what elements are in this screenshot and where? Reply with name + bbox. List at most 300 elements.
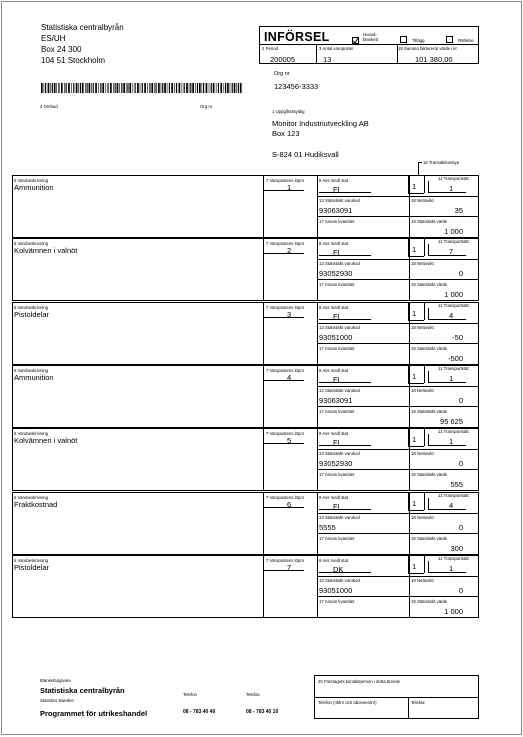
underline: [319, 192, 371, 193]
item-nettovikt[interactable]: 0: [458, 585, 463, 595]
varupost-label: 7 Varupostens löpnr: [266, 178, 305, 183]
item-transaktionstyp[interactable]: 1: [412, 245, 417, 255]
annan-kvantitet-label: 17 Annan kvantitet: [319, 345, 355, 351]
item-description[interactable]: Kolvämnen i valnöt: [14, 436, 78, 446]
barcode-bar: [119, 83, 120, 93]
barcode-bar: [76, 83, 78, 93]
barcode-bar: [89, 83, 91, 93]
avs-land-label: 8 Avs medl stat: [319, 241, 349, 247]
item-nettovikt[interactable]: 0: [458, 269, 463, 279]
barcode-bar: [158, 83, 160, 93]
divider: [408, 256, 424, 257]
annan-kvantitet-label: 17 Annan kvantitet: [319, 598, 355, 604]
divider: [263, 239, 264, 300]
annan-kvantitet-label: 17 Annan kvantitet: [319, 282, 355, 288]
divider: [424, 239, 425, 256]
transportsatt-label: 11 Transportsätt: [438, 492, 469, 498]
orgnr-value[interactable]: 123456-3333: [274, 82, 319, 91]
divider: [263, 429, 264, 490]
item-transaktionstyp[interactable]: 1: [412, 182, 417, 191]
varukod-label: 13 Statistiskt varukod: [319, 577, 360, 583]
avs-land-label: 8 Avs medl stat: [319, 431, 349, 437]
statistiskt-varde-label: 19 Statistiskt värde: [411, 598, 448, 604]
barcode-bar: [52, 83, 53, 93]
item-varukod[interactable]: 93052930: [319, 459, 353, 469]
barcode-bar: [218, 83, 219, 93]
divider: [424, 303, 425, 320]
summa-label: 18 Summa fakturerat värde i kr: [398, 46, 457, 51]
footer-telefax-value: 08 - 783 40 10: [246, 709, 279, 715]
divider: [424, 176, 425, 193]
barcode-bar: [127, 83, 128, 93]
statistiskt-varde-label: 19 Statistiskt värde: [411, 345, 448, 351]
underline: [264, 190, 304, 191]
footer-scb-en: Statistics Sweden: [40, 698, 74, 703]
barcode-bar: [85, 83, 86, 93]
item-varukod[interactable]: 93063091: [319, 206, 353, 215]
barcode-bar: [156, 83, 157, 93]
divider: [424, 493, 425, 510]
varupost-label: 7 Varupostens löpnr: [266, 304, 305, 310]
item-country[interactable]: FI: [333, 501, 340, 511]
item-transaktionstyp[interactable]: 1: [412, 435, 417, 445]
item-statistiskt-varde[interactable]: -500: [447, 353, 463, 363]
item-statistiskt-varde[interactable]: 95 625: [440, 416, 463, 426]
barcode-bar: [115, 83, 116, 93]
item-transportsatt[interactable]: 1: [449, 373, 454, 383]
transaktionstyp-label: 16 Transaktionstyp: [423, 160, 460, 165]
divider: [317, 366, 318, 427]
check-icon: [352, 37, 359, 44]
varupost-label: 7 Varupostens löpnr: [266, 494, 305, 500]
divider: [263, 556, 264, 617]
divider: [317, 343, 478, 344]
divider: [317, 533, 478, 534]
divider: [317, 259, 478, 260]
barcode-bar: [164, 83, 166, 93]
nettovikt-label: 18 Nettovikt: [411, 514, 434, 520]
item-varukod[interactable]: 93051000: [319, 585, 353, 595]
summa-value[interactable]: 101 380,00: [415, 55, 453, 64]
divider: [409, 303, 410, 364]
barcode-bar: [203, 83, 204, 93]
item-varukod[interactable]: 93051000: [319, 332, 353, 342]
barcode-bar: [192, 83, 194, 93]
barcode-bar: [240, 83, 242, 93]
period-value[interactable]: 200005: [270, 55, 296, 64]
underline: [319, 255, 371, 256]
underline: [319, 382, 371, 383]
divider: [317, 386, 478, 387]
barcode-bar: [230, 83, 231, 93]
barcode-bar: [45, 83, 46, 93]
antal-value[interactable]: 13: [323, 55, 332, 64]
avs-land-label: 8 Avs medl stat: [319, 557, 349, 563]
barcode-bar: [64, 83, 65, 93]
nettovikt-label: 18 Nettovikt: [411, 451, 434, 457]
barcode-bar: [184, 83, 185, 93]
barcode-bar: [44, 83, 45, 93]
item-nettovikt[interactable]: 0: [458, 522, 463, 532]
barcode-bar: [142, 83, 143, 93]
divider: [317, 279, 478, 280]
divider: [408, 510, 424, 511]
ombud-label: 4 Ombud: [40, 104, 58, 109]
divider: [408, 493, 409, 510]
barcode-bar: [68, 83, 70, 93]
nettovikt-label: 18 Nettovikt: [411, 577, 434, 583]
divider: [424, 429, 425, 446]
varubeskrivning-label: 6 Varubeskrivning: [14, 494, 49, 500]
barcode-bar: [154, 83, 155, 93]
divider: [408, 193, 424, 194]
divider: [424, 366, 425, 383]
varubeskrivning-label: 6 Varubeskrivning: [14, 431, 49, 437]
divider: [317, 176, 318, 237]
barcode-bar: [234, 83, 236, 93]
barcode-bar: [113, 83, 114, 93]
barcode-bar: [189, 83, 190, 93]
huvud-label-1: Huvud-: [363, 32, 377, 37]
company-box: Box 123: [272, 129, 300, 138]
footer-blankettutgivare: Blankettutgivare: [40, 678, 71, 683]
divider: [409, 429, 410, 490]
underline: [264, 380, 304, 381]
varupost-label: 7 Varupostens löpnr: [266, 431, 305, 437]
kontakt-telefon-label[interactable]: Telefon (riktnr och abonnentnr): [318, 700, 377, 705]
divider: [428, 434, 429, 445]
barcode-bar: [133, 83, 134, 93]
divider: [317, 556, 318, 617]
barcode-bar: [161, 83, 162, 93]
footer-telefon-value: 08 - 783 40 40: [183, 709, 216, 715]
divider: [317, 469, 478, 470]
divider: [317, 406, 478, 407]
barcode-bar: [225, 83, 226, 93]
transportsatt-label: 11 Transportsätt: [438, 302, 469, 308]
huvudblankett-checkbox[interactable]: [352, 37, 359, 44]
nettovikt-label: 18 Nettovikt: [411, 324, 434, 330]
transportsatt-label: 11 Transportsätt: [438, 555, 469, 561]
barcode-bar: [121, 83, 122, 93]
item-transaktionstyp[interactable]: 1: [412, 498, 417, 508]
transportsatt-label: 11 Transportsätt: [438, 176, 469, 181]
barcode-bar: [147, 83, 148, 93]
underline: [428, 572, 466, 573]
divider: [317, 216, 478, 217]
divider: [317, 596, 478, 597]
divider: [408, 556, 409, 573]
barcode-bar: [50, 83, 51, 93]
item-transportsatt[interactable]: 7: [449, 247, 454, 257]
sender-line: 104 51 Stockholm: [41, 56, 106, 65]
underline: [319, 572, 371, 573]
varubeskrivning-label: 6 Varubeskrivning: [14, 367, 49, 373]
divider: [263, 493, 264, 554]
barcode-bar: [224, 83, 225, 93]
nettovikt-label: 18 Nettovikt: [411, 261, 434, 267]
statistiskt-varde-label: 19 Statistiskt värde: [411, 535, 448, 541]
tillagg-checkbox[interactable]: [400, 36, 407, 43]
huvud-label-2: blankett: [363, 37, 379, 42]
avs-land-label: 8 Avs medl stat: [319, 304, 349, 310]
divider: [408, 573, 424, 574]
footer-telefax-label: Telefax: [246, 692, 260, 697]
item-number[interactable]: 2: [287, 246, 292, 256]
barcode-bar: [176, 83, 177, 93]
divider: [316, 44, 317, 63]
barcode-bar: [199, 83, 201, 93]
barcode-bar: [105, 83, 106, 93]
divider: [408, 320, 424, 321]
item-description[interactable]: Pistoldelar: [14, 562, 50, 572]
item-country[interactable]: FI: [333, 438, 340, 448]
underline: [428, 382, 466, 383]
avs-land-label: 8 Avs medl stat: [319, 367, 349, 373]
divider: [428, 244, 429, 255]
nettovikt-label: 18 Nettovikt: [411, 387, 434, 393]
barcode-bar: [80, 83, 81, 93]
divider: [408, 366, 409, 383]
annan-kvantitet-label: 17 Annan kvantitet: [319, 472, 355, 478]
transportsatt-label: 11 Transportsätt: [438, 429, 469, 435]
barcode-bar: [102, 83, 104, 93]
item-nettovikt[interactable]: -50: [452, 332, 463, 342]
divider: [317, 196, 478, 197]
item-number[interactable]: 6: [287, 499, 292, 509]
underline: [428, 319, 466, 320]
avs-land-label: 8 Avs medl stat: [319, 494, 349, 500]
item-statistiskt-varde[interactable]: 1 000: [444, 606, 463, 616]
transportsatt-label: 11 Transportsätt: [438, 239, 469, 245]
barcode-bar: [126, 83, 127, 93]
barcode-bar: [149, 83, 150, 93]
barcode-bar: [238, 83, 239, 93]
barcode-bar: [56, 83, 57, 93]
barcode-bar: [91, 83, 92, 93]
ombud-orgnr-label: Org nr: [200, 104, 213, 109]
item-description[interactable]: Ammunition: [14, 372, 54, 382]
divider: [408, 429, 409, 446]
item-nettovikt[interactable]: 0: [458, 459, 463, 469]
barcode-bar: [174, 83, 175, 93]
varupost-label: 7 Varupostens löpnr: [266, 241, 305, 247]
item-nettovikt[interactable]: 35: [454, 206, 463, 215]
item-nettovikt[interactable]: 0: [458, 395, 463, 405]
divider: [428, 181, 429, 192]
barcode-bar: [137, 83, 139, 93]
barcode-bar: [61, 83, 63, 93]
item-number[interactable]: 1: [287, 183, 292, 192]
barcode-bar: [220, 83, 222, 93]
underline: [319, 445, 371, 446]
barcode-bar: [140, 83, 141, 93]
item-country[interactable]: FI: [333, 311, 340, 321]
annan-kvantitet-label: 17 Annan kvantitet: [319, 535, 355, 541]
sender-line: Box 24 300: [41, 45, 82, 54]
footer-telefon-label: Telefon: [183, 692, 197, 697]
barcode-bar: [129, 83, 131, 93]
item-transportsatt[interactable]: 1: [449, 437, 454, 447]
barcode-bar: [209, 83, 210, 93]
item-description[interactable]: Kolvämnen i valnöt: [14, 246, 78, 256]
barcode-bar: [216, 83, 217, 93]
item-number[interactable]: 4: [287, 372, 292, 382]
company-postal: S-824 01 Hudiksvall: [272, 150, 339, 159]
annan-kvantitet-label: 17 Annan kvantitet: [319, 408, 355, 414]
varupost-label: 7 Varupostens löpnr: [266, 367, 305, 373]
barcode-bar: [144, 83, 146, 93]
varukod-label: 13 Statistiskt varukod: [319, 514, 360, 520]
divider: [409, 239, 410, 300]
item-country[interactable]: FI: [333, 374, 340, 384]
item-varukod[interactable]: 93063091: [319, 395, 353, 405]
item-transportsatt[interactable]: 4: [449, 500, 454, 510]
varukod-label: 13 Statistiskt varukod: [319, 387, 360, 393]
barcode-bar: [197, 83, 198, 93]
divider: [317, 323, 478, 324]
varupost-label: 7 Varupostens löpnr: [266, 557, 305, 563]
barcode-bar: [169, 83, 170, 93]
divider: [408, 239, 409, 256]
underline: [319, 319, 371, 320]
item-transportsatt[interactable]: 1: [449, 563, 454, 573]
barcode-bar: [206, 83, 208, 93]
statistiskt-varde-label: 19 Statistiskt värde: [411, 219, 448, 224]
varubeskrivning-label: 6 Varubeskrivning: [14, 557, 49, 563]
item-number[interactable]: 5: [287, 436, 292, 446]
item-description[interactable]: Pistoldelar: [14, 309, 50, 319]
statistiskt-varde-label: 19 Statistiskt värde: [411, 282, 448, 288]
tillagg-label: Tillägg: [412, 38, 425, 43]
varukod-label: 13 Statistiskt varukod: [319, 451, 360, 457]
item-transaktionstyp[interactable]: 1: [412, 371, 417, 381]
divider: [409, 176, 410, 237]
divider: [317, 449, 478, 450]
item-statistiskt-varde[interactable]: 1 000: [444, 227, 463, 236]
underline: [264, 507, 304, 508]
divider: [317, 576, 478, 577]
barcode-bar: [93, 83, 94, 93]
divider: [428, 308, 429, 319]
divider: [263, 176, 264, 237]
rattelse-checkbox[interactable]: [446, 36, 453, 43]
underline: [428, 255, 466, 256]
divider: [408, 697, 409, 718]
form-title: INFÖRSEL: [264, 30, 330, 44]
varubeskrivning-label: 6 Varubeskrivning: [14, 241, 49, 247]
sender-address: [41, 22, 124, 66]
divider: [409, 493, 410, 554]
barcode-bar: [71, 83, 72, 93]
item-description[interactable]: Fraktkostnad: [14, 499, 58, 509]
barcode-bar: [110, 83, 112, 93]
divider: [317, 239, 318, 300]
nettovikt-label: 18 Nettovikt: [411, 198, 434, 203]
barcode-bar: [171, 83, 173, 93]
item-transaktionstyp[interactable]: 1: [412, 308, 417, 318]
item-number[interactable]: 3: [287, 309, 292, 319]
kontakt-telefax-label[interactable]: Telefax: [411, 700, 425, 705]
sender-line: Statistiska centralbyrån: [41, 23, 124, 32]
barcode-bar: [151, 83, 153, 93]
barcode-bar: [202, 83, 203, 93]
varukod-label: 13 Statistiskt varukod: [319, 324, 360, 330]
divider: [409, 366, 410, 427]
underline: [264, 317, 304, 318]
divider: [317, 493, 318, 554]
barcode-bar: [227, 83, 229, 93]
barcode-bar: [58, 83, 59, 93]
barcode-bar: [95, 83, 97, 93]
item-statistiskt-varde[interactable]: 1 000: [444, 290, 463, 300]
customs-form-page: [1, 1, 522, 735]
avs-land-label: 8 Avs medl stat: [319, 178, 349, 183]
item-transaktionstyp[interactable]: 1: [412, 561, 417, 571]
statistiskt-varde-label: 19 Statistiskt värde: [411, 472, 448, 478]
barcode-bar: [73, 83, 74, 93]
barcode-bar: [179, 83, 181, 93]
underline: [428, 445, 466, 446]
divider: [408, 446, 424, 447]
barcode: [41, 83, 243, 93]
uppgiftsskyldig-address: [272, 119, 369, 160]
company-name: Monitor Industriutveckling AB: [272, 119, 369, 128]
barcode-bar: [117, 83, 119, 93]
item-country[interactable]: FI: [333, 185, 340, 194]
divider: [317, 513, 478, 514]
item-description[interactable]: Ammunition: [14, 183, 54, 192]
barcode-bar: [195, 83, 196, 93]
rattelse-label: Rättelse: [458, 38, 474, 43]
barcode-bar: [211, 83, 212, 93]
barcode-bar: [107, 83, 108, 93]
varubeskrivning-label: 6 Varubeskrivning: [14, 178, 49, 183]
item-number[interactable]: 7: [287, 562, 292, 572]
barcode-bar: [123, 83, 125, 93]
underline: [428, 192, 466, 193]
item-transportsatt[interactable]: 4: [449, 310, 454, 320]
divider: [263, 303, 264, 364]
transaktionstyp-marker: [418, 162, 419, 175]
divider: [263, 366, 264, 427]
item-varukod[interactable]: 93052930: [319, 269, 353, 279]
divider: [428, 371, 429, 382]
underline: [264, 570, 304, 571]
antal-label: 3 Antal varuposter: [319, 46, 354, 51]
kontakt-label[interactable]: 20 Företagets kontaktperson i detta ärende: [318, 679, 401, 684]
item-country[interactable]: DK: [333, 564, 344, 574]
annan-kvantitet-label: 17 Annan kvantitet: [319, 219, 355, 224]
item-statistiskt-varde[interactable]: 555: [450, 480, 463, 490]
item-varukod[interactable]: 5555: [319, 522, 336, 532]
barcode-bar: [78, 83, 79, 93]
item-statistiskt-varde[interactable]: 300: [450, 543, 463, 553]
item-transportsatt[interactable]: 1: [449, 184, 454, 193]
divider: [409, 556, 410, 617]
footer-scb: Statistiska centralbyrån: [40, 686, 125, 695]
barcode-bar: [82, 83, 84, 93]
uppgiftsskyldig-label: 1 Uppgiftsskyldig: [272, 109, 305, 114]
barcode-bar: [162, 83, 163, 93]
period-label: 2 Period: [262, 46, 279, 51]
divider: [428, 561, 429, 572]
item-country[interactable]: FI: [333, 248, 340, 258]
transportsatt-label: 11 Transportsätt: [438, 365, 469, 371]
divider: [260, 44, 478, 45]
underline: [428, 509, 466, 510]
transaktionstyp-marker: [418, 162, 422, 163]
